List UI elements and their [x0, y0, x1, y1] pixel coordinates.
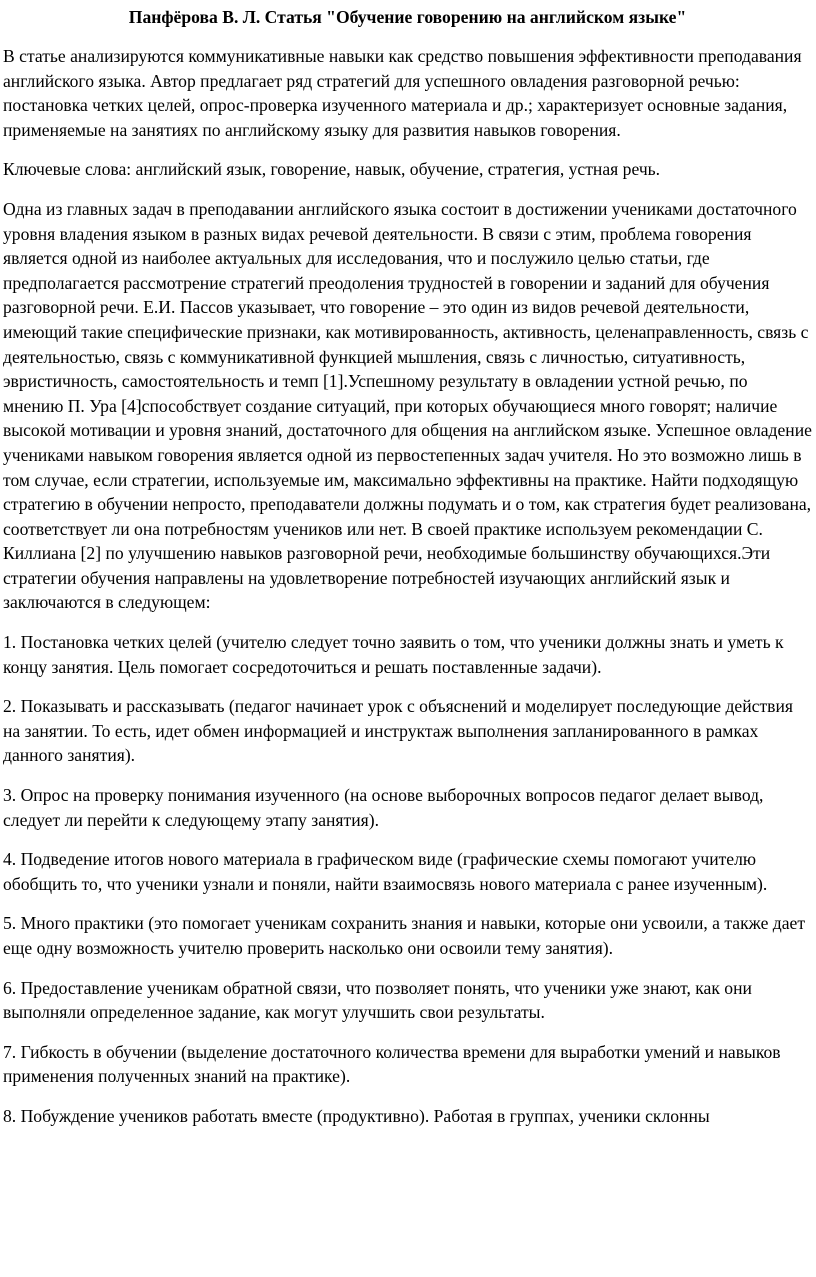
- abstract-paragraph: В статье анализируются коммуникативные навыки как средство повышения эффективности преподавания английского языка. Автор предлагает ряд стратегий для успешного овладения разговорной речью: постановка четких целей, опрос-проверка изученного материала и др.; характеризует основные задания, применяемые на занятиях по английскому языку для развития навыков говорения.: [3, 46, 802, 140]
- strategy-item-7: 7. Гибкость в обучении (выделение достаточного количества времени для выработки умений и навыков применения полученных знаний на практике).: [3, 1041, 781, 1087]
- strategy-item-3: 3. Опрос на проверку понимания изученного (на основе выборочных вопросов педагог делает вывод, следует ли перейти к следующему этапу занятия).: [3, 785, 764, 830]
- strategy-item-6: 6. Предоставление ученикам обратной связи, что позволяет понять, что ученики уже знают, как они выполняли определенное задание, как могут улучшить свои результаты.: [3, 977, 752, 1023]
- strategy-item-2: 2. Показывать и рассказывать (педагог начинает урок с объяснений и моделирует последующие действия на занятии. То есть, идет обмен информацией и инструктаж выполнения запланированного в рамках данного занятия).: [3, 696, 793, 766]
- article-title: Панфёрова В. Л. Статья "Обучение говорению на английском языке": [128, 7, 687, 27]
- strategy-item-5: 5. Много практики (это помогает ученикам сохранить знания и навыки, которые они усвоили, а также дает еще одну возможность учителю проверить насколько они освоили тему занятия).: [3, 913, 806, 958]
- keywords-paragraph: Ключевые слова: английский язык, говорение, навык, обучение, стратегия, устная речь.: [3, 159, 661, 180]
- body-paragraph: Одна из главных задач в преподавании английского языка состоит в достижении учениками достаточного уровня владения языком в разных видах речевой деятельности. В связи с этим, проблема говорения является одной из наиболее актуальных для исследования, что и послужило целью статьи, где предполагается рассмотрение стратегий преодоления трудностей в говорении и заданий для обучения разговорной речи. Е.И. Пассов указывает, что говорение – это один из видов речевой деятельности, имеющий такие специфические признаки, как мотивированность, активность, целенаправленность, связь с деятельностью, связь с коммуникативной функцией мышления, связь с личностью, ситуативность, эвристичность, самостоятельность и темп [1].Успешному результату в овладении устной речью, по мнению П. Ура [4]способствует создание ситуаций, при которых обучающиеся много говорят; наличие высокой мотивации и уровня знаний, достаточного для общения на английском языке. Успешное овладение учениками навыком говорения является одной из первостепенных задач учителя. Но это возможно лишь в том случае, если стратегии, используемые им, максимально эффективны на практике. Найти подходящую стратегию в обучении непросто, преподаватели должны подумать и о том, как стратегия будет реализована, соответствует ли она потребностям учеников или нет. В своей практике используем рекомендации С. Киллиана [2] по улучшению навыков разговорной речи, необходимые большинству обучающихся.Эти стратегии обучения направлены на удовлетворение потребностей изучающих английский язык и заключаются в следующем:: [3, 198, 812, 613]
- strategy-item-8: 8. Побуждение учеников работать вместе (продуктивно). Работая в группах, ученики склонны: [3, 1105, 710, 1126]
- strategy-item-4: 4. Подведение итогов нового материала в графическом виде (графические схемы помогают учителю обобщить то, что ученики узнали и поняли, найти взаимосвязь нового материала с ранее изученным).: [3, 849, 768, 894]
- strategy-item-1: 1. Постановка четких целей (учителю следует точно заявить о том, что ученики должны знать и уметь к концу занятия. Цель помогает сосредоточиться и решать поставленные задачи).: [3, 632, 784, 677]
